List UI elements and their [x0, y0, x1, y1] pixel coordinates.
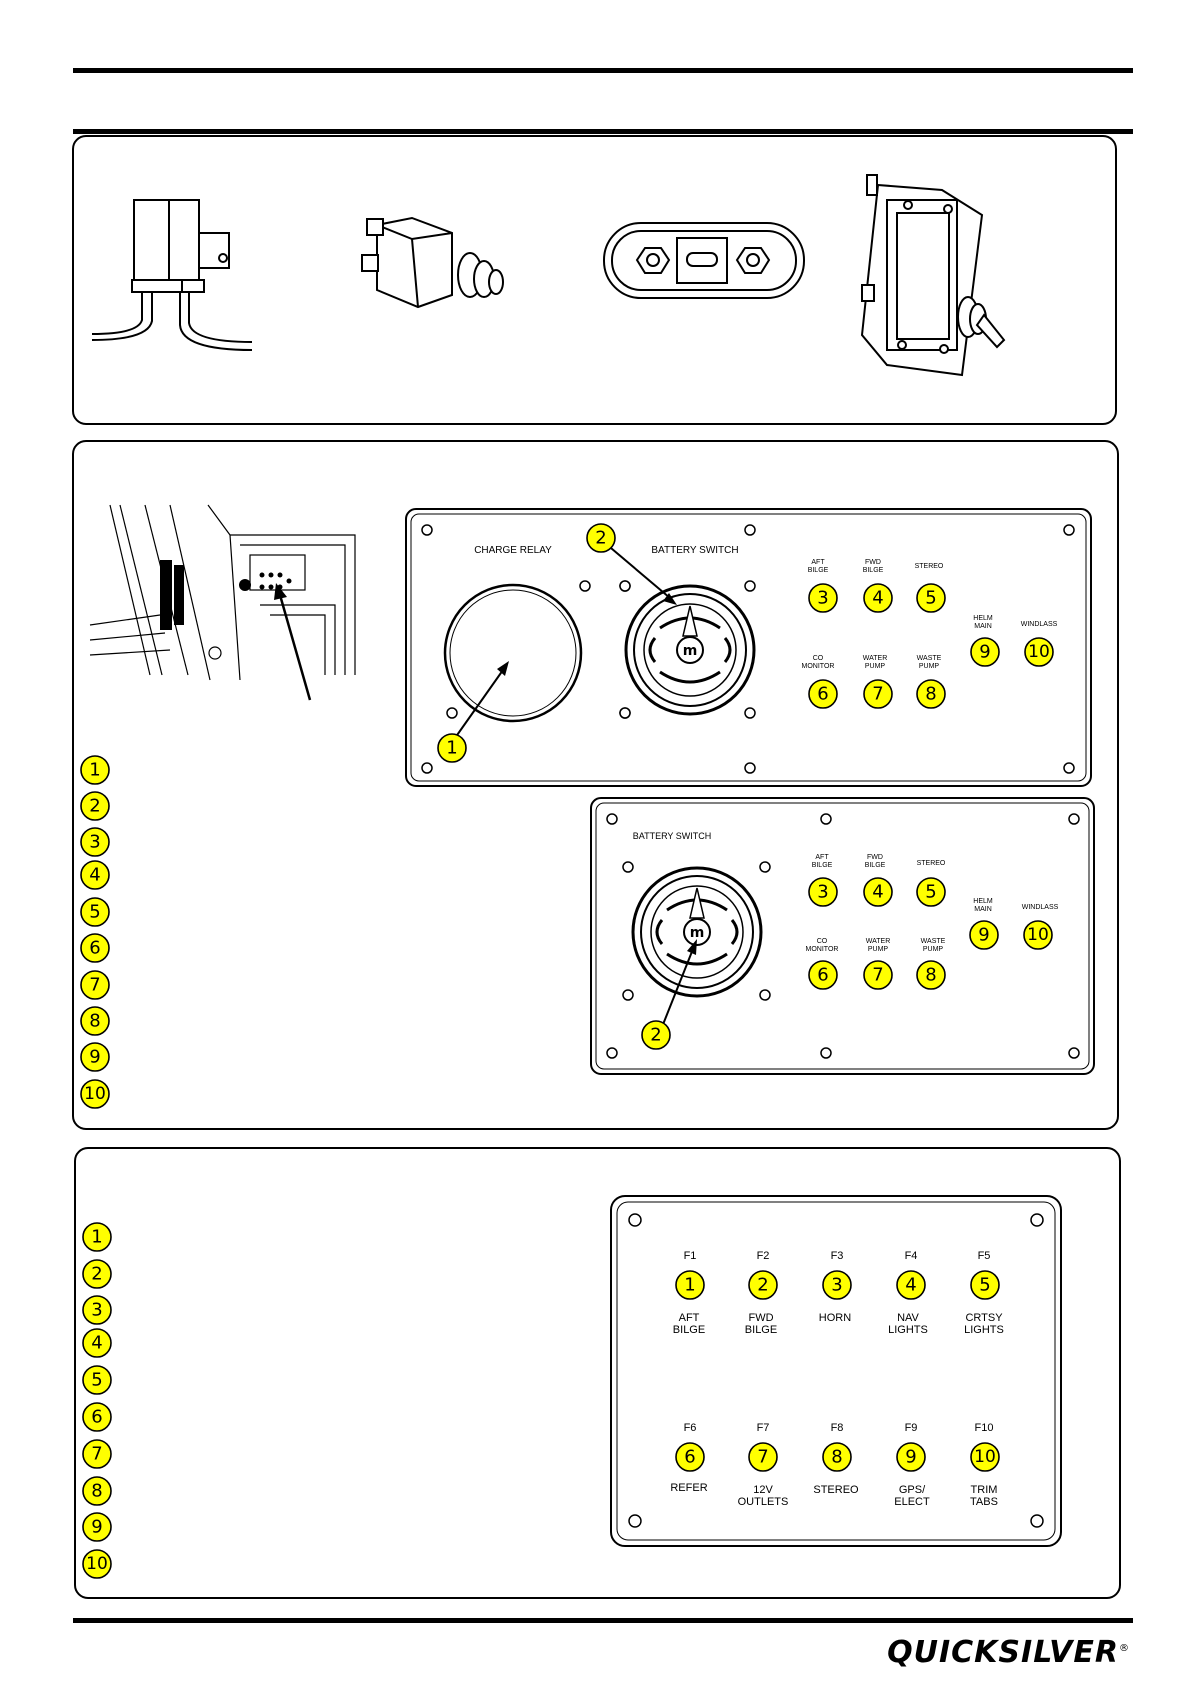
svg-text:AFT: AFT	[811, 559, 825, 566]
svg-text:WINDLASS: WINDLASS	[1021, 904, 1059, 911]
header-rule-bottom	[73, 129, 1133, 134]
callout-1	[438, 734, 466, 762]
legend-item	[83, 1329, 111, 1357]
relay-drawing	[92, 200, 252, 350]
legend-item	[81, 861, 109, 889]
svg-text:BILGE: BILGE	[811, 862, 833, 869]
battery-switch-knob[interactable]	[626, 586, 754, 714]
svg-text:10: 10	[84, 1084, 106, 1104]
toggle-breaker-drawing	[862, 175, 1004, 375]
svg-text:4: 4	[872, 587, 884, 609]
svg-text:FWD: FWD	[867, 854, 883, 861]
svg-text:1: 1	[89, 759, 101, 781]
svg-text:MAIN: MAIN	[974, 906, 992, 913]
legend-item	[83, 1403, 111, 1431]
svg-text:m: m	[682, 643, 698, 659]
svg-text:STEREO: STEREO	[914, 563, 944, 570]
svg-text:OUTLETS: OUTLETS	[737, 1496, 789, 1508]
svg-text:7: 7	[89, 974, 101, 996]
charge-relay-opening	[445, 585, 581, 721]
console-photo	[90, 505, 370, 705]
svg-text:F9: F9	[904, 1422, 918, 1434]
svg-text:HELM: HELM	[973, 615, 993, 622]
svg-text:8: 8	[91, 1480, 103, 1502]
callout-2	[587, 524, 615, 552]
battery-switch-label-2: BATTERY SWITCH	[632, 831, 712, 841]
svg-text:1: 1	[91, 1226, 103, 1248]
svg-text:HELM: HELM	[973, 898, 993, 905]
svg-text:4: 4	[905, 1274, 917, 1296]
svg-text:5: 5	[979, 1274, 991, 1296]
legend-item	[83, 1513, 111, 1541]
header-rule-top	[73, 68, 1133, 73]
components-illustration	[72, 135, 1117, 425]
svg-text:TABS: TABS	[970, 1496, 998, 1508]
svg-text:GPS/: GPS/	[898, 1484, 926, 1496]
battery-switch-knob-2[interactable]	[633, 868, 761, 996]
svg-text:5: 5	[89, 901, 101, 923]
svg-text:8: 8	[831, 1446, 843, 1468]
svg-text:F4: F4	[904, 1250, 918, 1262]
legend-item	[81, 792, 109, 820]
legend-item	[83, 1477, 111, 1505]
breaker-panel-2	[590, 797, 1095, 1075]
fuse-panel	[610, 1195, 1062, 1547]
push-button-breaker-drawing	[362, 218, 503, 307]
legend-item	[81, 1080, 109, 1108]
svg-text:1: 1	[446, 737, 458, 759]
svg-text:2: 2	[595, 527, 607, 549]
svg-text:AFT: AFT	[815, 854, 829, 861]
svg-text:10: 10	[1027, 925, 1049, 945]
svg-text:PUMP: PUMP	[922, 946, 944, 953]
svg-text:MAIN: MAIN	[974, 623, 992, 630]
svg-text:WATER: WATER	[865, 938, 891, 945]
svg-text:5: 5	[925, 587, 937, 609]
svg-text:F8: F8	[830, 1422, 844, 1434]
svg-text:4: 4	[89, 864, 101, 886]
svg-text:6: 6	[684, 1446, 696, 1468]
legend-item	[81, 1007, 109, 1035]
legend-item	[83, 1440, 111, 1468]
svg-text:F6: F6	[683, 1422, 697, 1434]
svg-text:F2: F2	[756, 1250, 770, 1262]
svg-text:8: 8	[89, 1010, 101, 1032]
svg-text:8: 8	[925, 964, 937, 986]
breaker-5b[interactable]	[917, 860, 946, 906]
svg-text:LIGHTS: LIGHTS	[888, 1324, 928, 1336]
svg-text:BILGE: BILGE	[744, 1324, 778, 1336]
svg-text:2: 2	[91, 1263, 103, 1285]
svg-text:F10: F10	[974, 1422, 994, 1434]
svg-text:12V: 12V	[753, 1484, 773, 1496]
legend-item	[83, 1550, 111, 1578]
svg-text:WASTE: WASTE	[920, 938, 946, 945]
svg-text:BILGE: BILGE	[807, 567, 829, 574]
svg-text:WATER: WATER	[862, 655, 888, 662]
svg-text:7: 7	[757, 1446, 769, 1468]
svg-text:HORN: HORN	[818, 1312, 852, 1324]
svg-text:m: m	[689, 925, 705, 941]
svg-text:1: 1	[684, 1274, 696, 1296]
svg-text:PUMP: PUMP	[867, 946, 889, 953]
svg-text:LIGHTS: LIGHTS	[964, 1324, 1004, 1336]
legend-item	[81, 828, 109, 856]
svg-text:FWD: FWD	[748, 1312, 774, 1324]
svg-text:2: 2	[89, 795, 101, 817]
svg-text:F1: F1	[683, 1250, 697, 1262]
legend-item	[83, 1260, 111, 1288]
svg-text:7: 7	[91, 1443, 103, 1465]
legend-item	[81, 934, 109, 962]
svg-text:8: 8	[925, 683, 937, 705]
legend-item	[81, 971, 109, 999]
svg-text:BILGE: BILGE	[862, 567, 884, 574]
svg-text:10: 10	[1028, 642, 1050, 662]
svg-text:F7: F7	[756, 1422, 770, 1434]
svg-text:3: 3	[817, 881, 829, 903]
svg-text:7: 7	[872, 683, 884, 705]
svg-text:CO: CO	[816, 938, 828, 945]
legend-item	[83, 1296, 111, 1324]
svg-text:FWD: FWD	[865, 559, 881, 566]
svg-text:ELECT: ELECT	[894, 1496, 930, 1508]
legend-item	[83, 1223, 111, 1251]
svg-text:6: 6	[817, 683, 829, 705]
footer-rule	[73, 1618, 1133, 1623]
svg-text:2: 2	[650, 1024, 662, 1046]
legend-item	[81, 898, 109, 926]
svg-text:AFT: AFT	[678, 1312, 700, 1324]
svg-text:3: 3	[91, 1299, 103, 1321]
svg-text:6: 6	[89, 937, 101, 959]
breaker-panel-1	[405, 508, 1092, 788]
svg-text:CO: CO	[812, 655, 824, 662]
svg-text:9: 9	[978, 924, 990, 946]
brand-logo: QUICKSILVER®	[887, 1635, 1130, 1670]
svg-text:PUMP: PUMP	[918, 663, 940, 670]
legend-bottom	[80, 1222, 120, 1587]
svg-text:NAV: NAV	[897, 1312, 919, 1324]
callout-2b	[642, 1021, 670, 1049]
svg-text:5: 5	[925, 881, 937, 903]
svg-text:CRTSY: CRTSY	[965, 1312, 1003, 1324]
charge-relay-label: CHARGE RELAY	[474, 545, 552, 556]
svg-text:WINDLASS: WINDLASS	[1020, 621, 1058, 628]
svg-text:4: 4	[91, 1332, 103, 1354]
svg-text:9: 9	[905, 1446, 917, 1468]
svg-text:4: 4	[872, 881, 884, 903]
svg-text:6: 6	[91, 1406, 103, 1428]
svg-text:PUMP: PUMP	[864, 663, 886, 670]
svg-text:10: 10	[86, 1554, 108, 1574]
svg-text:STEREO: STEREO	[916, 860, 946, 867]
svg-text:F3: F3	[830, 1250, 844, 1262]
legend-top	[78, 755, 118, 1120]
battery-switch-label: BATTERY SWITCH	[651, 545, 739, 556]
svg-text:6: 6	[817, 964, 829, 986]
svg-text:REFER: REFER	[670, 1482, 708, 1494]
svg-text:7: 7	[872, 964, 884, 986]
svg-text:3: 3	[817, 587, 829, 609]
svg-text:5: 5	[91, 1369, 103, 1391]
svg-text:WASTE: WASTE	[916, 655, 942, 662]
svg-text:9: 9	[979, 641, 991, 663]
svg-text:MONITOR: MONITOR	[801, 663, 835, 670]
svg-text:MONITOR: MONITOR	[805, 946, 839, 953]
svg-text:3: 3	[831, 1274, 843, 1296]
legend-item	[83, 1366, 111, 1394]
svg-text:TRIM: TRIM	[970, 1484, 998, 1496]
svg-text:F5: F5	[977, 1250, 991, 1262]
svg-text:10: 10	[974, 1447, 996, 1467]
legend-item	[81, 756, 109, 784]
svg-text:BILGE: BILGE	[864, 862, 886, 869]
svg-text:3: 3	[89, 831, 101, 853]
legend-item	[81, 1043, 109, 1071]
svg-text:STEREO: STEREO	[813, 1484, 859, 1496]
svg-text:9: 9	[91, 1516, 103, 1538]
fuse-holder-drawing	[604, 223, 804, 298]
svg-text:BILGE: BILGE	[672, 1324, 706, 1336]
svg-text:9: 9	[89, 1046, 101, 1068]
svg-text:2: 2	[757, 1274, 769, 1296]
